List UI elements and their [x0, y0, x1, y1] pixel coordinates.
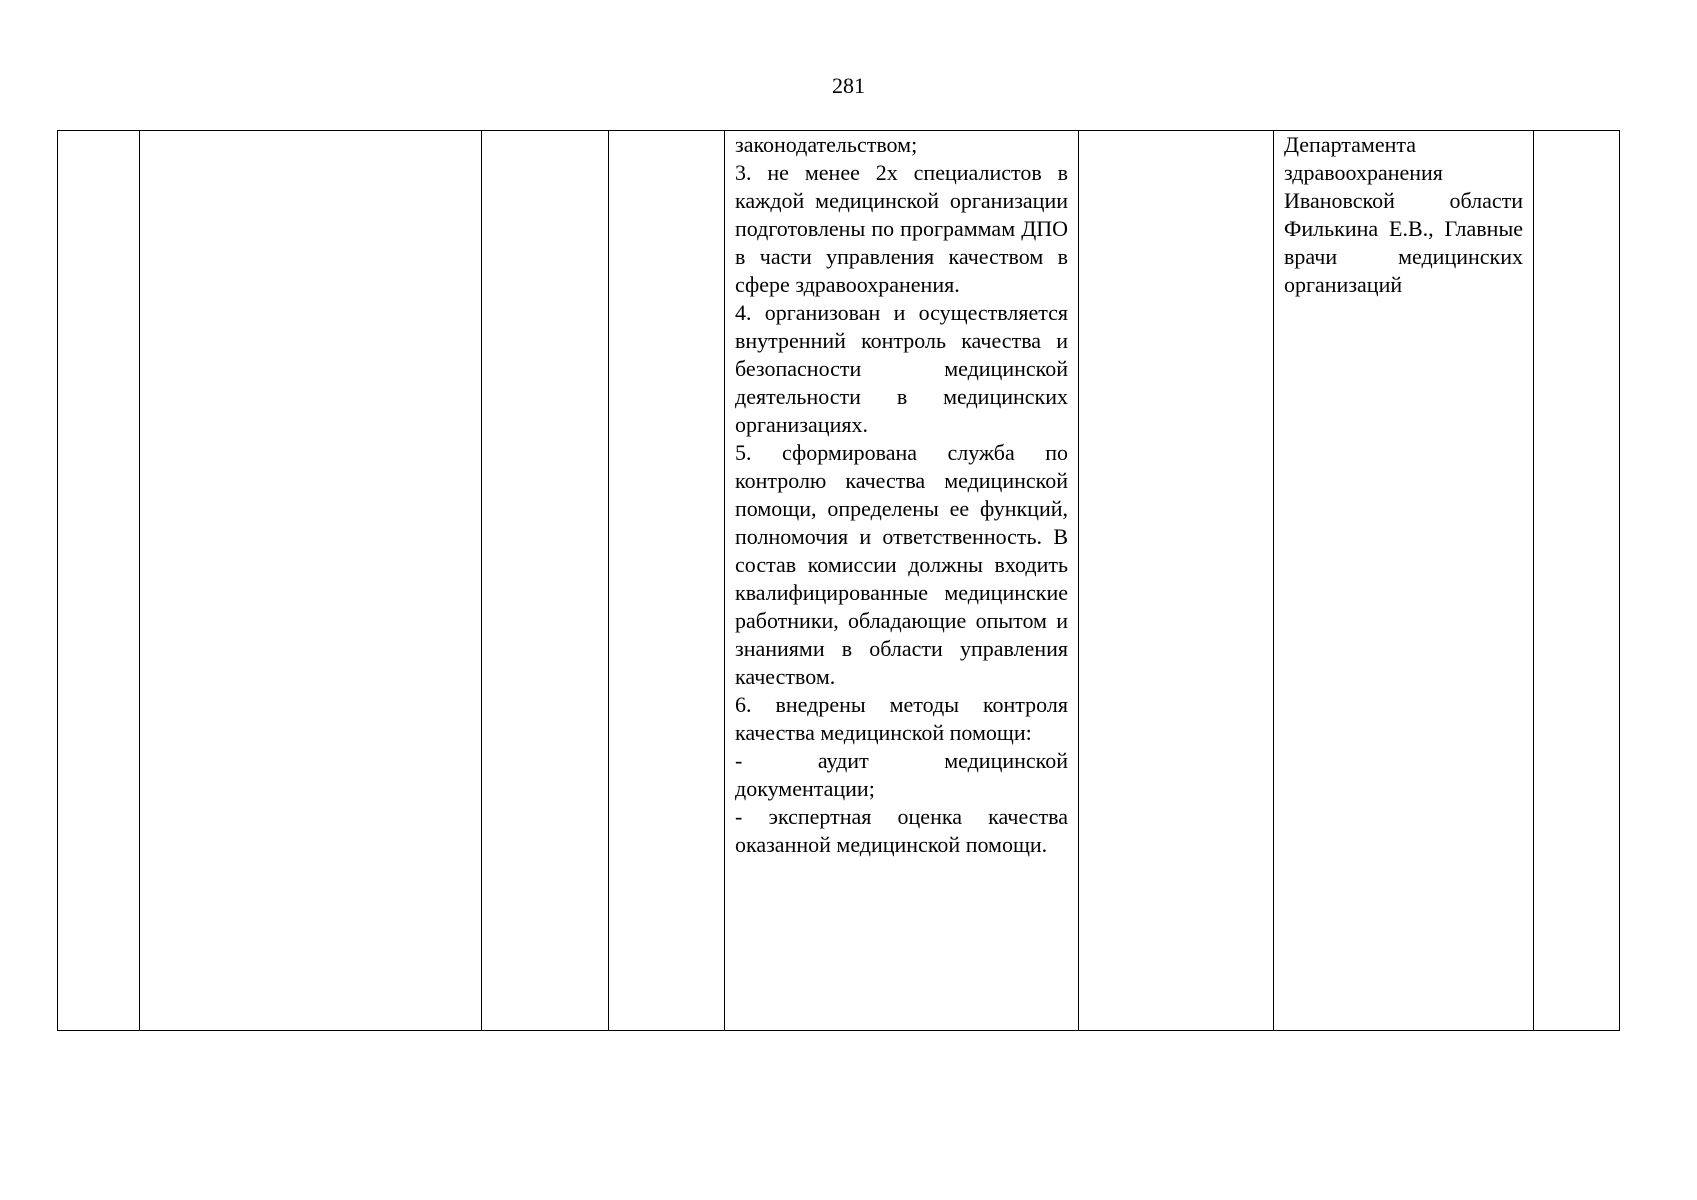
cell-col3: [482, 131, 609, 1031]
responsible-text: Департамента здравоохранения Ивановской области Филькина Е.В., Главные врачи медицинских организаций: [1284, 132, 1523, 297]
cell-col8: [1534, 131, 1620, 1031]
table-row: [58, 131, 1620, 1031]
result-paragraph: 5. сформирована служба по контролю качества медицинской помощи, определены ее функций, полномочия и ответственность. В состав комиссии должны входить квалифицированные медицинские работники, обладающие опытом и знаниями в области управления качеством.: [735, 440, 1068, 689]
cell-col2: [140, 131, 482, 1031]
cell-col6: [1079, 131, 1274, 1031]
result-paragraph: - экспертная оценка качества оказанной медицинской помощи.: [735, 804, 1068, 857]
result-paragraph: 6. внедрены методы контроля качества медицинской помощи:: [735, 692, 1068, 745]
cell-responsible: [1274, 131, 1534, 1031]
plan-table: [57, 130, 1620, 1031]
result-paragraph: законодательством;: [735, 132, 918, 157]
cell-col4: [609, 131, 725, 1031]
cell-expected-results: [725, 131, 1079, 1031]
page-number: 281: [832, 73, 865, 98]
result-paragraph: 4. организован и осуществляется внутренний контроль качества и безопасности медицинской деятельности в медицинских организациях.: [735, 300, 1068, 437]
cell-col1: [58, 131, 140, 1031]
result-paragraph: 3. не менее 2х специалистов в каждой медицинской организации подготовлены по программам ДПО в части управления качеством в сфере здравоохранения.: [735, 160, 1068, 297]
result-paragraph: - аудит медицинской документации;: [735, 748, 1068, 801]
